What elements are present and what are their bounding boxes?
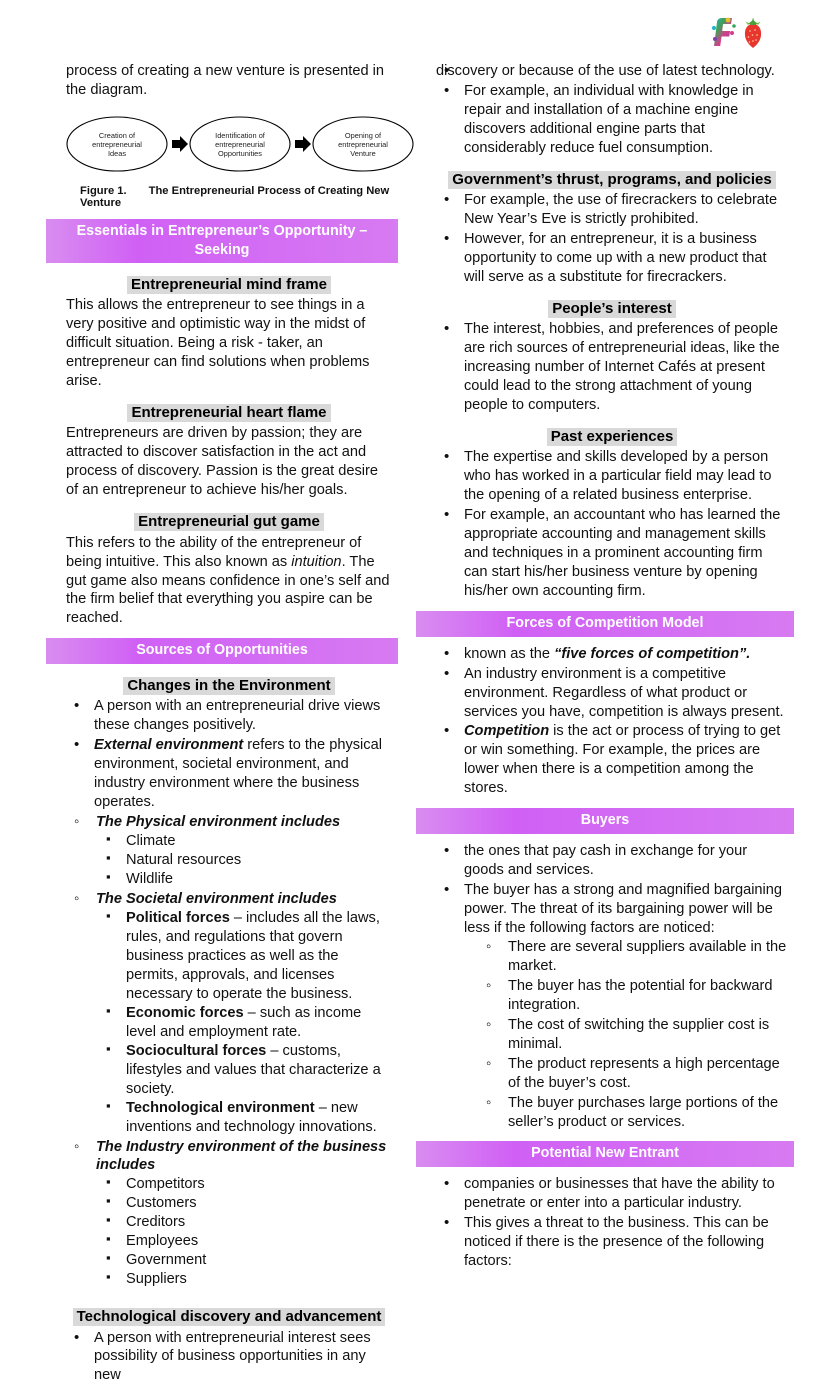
heading-past-experiences: Past experiences bbox=[547, 428, 678, 446]
list-item: ▪ Natural resources bbox=[96, 851, 392, 870]
banner-buyers: Buyers bbox=[416, 808, 794, 834]
list-item: ▪ Government bbox=[96, 1251, 392, 1270]
tech-discovery-list bbox=[66, 1329, 392, 1386]
list-item: ◦ The buyer purchases large portions of the seller’s product or services. bbox=[478, 1094, 788, 1132]
list-item: • For example, an individual with knowledge in repair and installation of a machine engine discovers additional engine parts that considerably reduce fuel consumption. bbox=[436, 82, 788, 158]
figure-node3-line3: Venture bbox=[350, 148, 376, 158]
list-item bbox=[436, 645, 788, 664]
list-item bbox=[436, 881, 788, 1132]
list-item: • The interest, hobbies, and preferences of people are rich sources of entrepreneurial ideas, like the increasing number of Internet Cafés at present could lead to the strong attachment of young people to computers. bbox=[436, 320, 788, 415]
list-item bbox=[66, 736, 392, 812]
list-item bbox=[66, 890, 392, 1137]
competition-term: Competition bbox=[464, 723, 550, 740]
figure-caption-text: The Entrepreneurial Process of Creating New Venture bbox=[80, 184, 390, 209]
letter-f-icon bbox=[712, 18, 736, 46]
heading-gut-game-wrap bbox=[66, 512, 392, 532]
banner-sources-of-opportunities: Sources of Opportunities bbox=[46, 638, 398, 664]
figure-node1-line1: Creation of bbox=[98, 130, 136, 140]
buyers-sub-list bbox=[478, 938, 788, 1132]
potential-new-entrant-list bbox=[436, 1175, 788, 1271]
external-environment-term: External environment bbox=[94, 737, 244, 754]
banner-forces-of-competition: Forces of Competition Model bbox=[416, 611, 794, 637]
list-item: • An industry environment is a competitive environment. Regardless of what product or services you have, competition is always present. bbox=[436, 665, 788, 722]
list-item bbox=[66, 813, 392, 889]
list-item bbox=[96, 1004, 392, 1042]
heading-changes-environment: Changes in the Environment bbox=[123, 677, 334, 695]
list-item: ▪ Customers bbox=[96, 1194, 392, 1213]
physical-environment-items bbox=[96, 832, 392, 889]
societal-environment-items bbox=[96, 909, 392, 1137]
five-forces-term: “five forces of competition”. bbox=[554, 645, 751, 662]
heading-tech-discovery: Technological discovery and advancement bbox=[73, 1308, 386, 1326]
list-item: • The expertise and skills developed by a person who has worked in a particular field may lead to the opening of a related business enterprise. bbox=[436, 448, 788, 505]
technological-environment-term: Technological environment bbox=[126, 1099, 315, 1116]
list-item: • A person with an entrepreneurial drive views these changes positively. bbox=[66, 697, 392, 735]
banner-essentials: Essentials in Entrepreneur’s Opportunity – Seeking bbox=[46, 219, 398, 263]
external-environment-def: refers to the physical environment, societal environment, and industry environment where the business operates. bbox=[94, 737, 382, 811]
heading-mind-frame-wrap bbox=[66, 275, 392, 295]
figure-node3-line1: Opening of bbox=[344, 130, 382, 140]
figure-node1-line2: entrepreneurial bbox=[92, 139, 142, 149]
list-item: ▪ Wildlife bbox=[96, 870, 392, 889]
intro-paragraph: process of creating a new venture is presented in the diagram. bbox=[66, 63, 384, 98]
figure-node3-line2: entrepreneurial bbox=[338, 139, 388, 149]
political-forces-term: Political forces bbox=[126, 909, 230, 926]
technological-environment-def: – new inventions and technology innovations. bbox=[126, 1099, 377, 1135]
figure-node1-line3: Ideas bbox=[107, 148, 127, 158]
heading-heart-flame: Entrepreneurial heart flame bbox=[127, 404, 330, 422]
five-forces-pre: known as the bbox=[464, 645, 555, 662]
figure-caption bbox=[66, 185, 392, 209]
list-item bbox=[96, 1042, 392, 1099]
list-item: ◦ The buyer has the potential for backward integration. bbox=[478, 977, 788, 1015]
entrepreneurial-process-figure bbox=[66, 110, 392, 209]
past-experiences-list bbox=[436, 448, 788, 601]
list-item: ▪ Employees bbox=[96, 1232, 392, 1251]
left-column bbox=[0, 62, 414, 1386]
heading-gut-game: Entrepreneurial gut game bbox=[134, 513, 324, 531]
buyers-list bbox=[436, 842, 788, 1132]
figure-node2-line1: Identification of bbox=[215, 130, 265, 140]
physical-environment-list bbox=[66, 813, 392, 1289]
list-item bbox=[66, 1138, 392, 1290]
gut-game-text-2: . The gut game also means confidence in one’s self and the firm belief that everything you aspire can be reached. bbox=[66, 553, 390, 627]
societal-environment-heading: The Societal environment includes bbox=[96, 890, 337, 907]
economic-forces-def: – such as income level and employment rate. bbox=[126, 1004, 362, 1040]
heading-peoples-interest: People’s interest bbox=[548, 300, 676, 318]
competition-def: is the act or process of trying to get or win something. For example, the prices are lower when there is a competition among the stores. bbox=[464, 723, 781, 797]
list-item: ▪ Competitors bbox=[96, 1175, 392, 1194]
buyers-bullet-2-text: The buyer has a strong and magnified bargaining power. The threat of its bargaining power will be less if the following factors are noticed: bbox=[464, 881, 783, 936]
political-forces-def: – includes all the laws, rules, and regulations that govern business practices as well as the permits, approvals, and licenses necessary to operate the business. bbox=[126, 909, 380, 1002]
heading-changes-environment-wrap bbox=[66, 676, 392, 696]
list-item: • For example, an accountant who has learned the appropriate accounting and management skills and techniques in a prominent accounting firm can start his/her business venture by opening his/her own accounting firm. bbox=[436, 506, 788, 601]
list-item: • the ones that pay cash in exchange for your goods and services. bbox=[436, 842, 788, 880]
heading-heart-flame-wrap bbox=[66, 403, 392, 423]
sociocultural-forces-term: Sociocultural forces bbox=[126, 1042, 267, 1059]
list-item: ▪ Suppliers bbox=[96, 1270, 392, 1289]
list-item: • This gives a threat to the business. This can be noticed if there is the presence of the following factors: bbox=[436, 1214, 788, 1271]
figure-caption-number: Figure 1. bbox=[80, 184, 127, 197]
right-column bbox=[414, 62, 828, 1386]
changes-environment-list bbox=[66, 697, 392, 812]
list-item: • companies or businesses that have the ability to penetrate or enter into a particular industry. bbox=[436, 1175, 788, 1213]
heading-past-experiences-wrap bbox=[436, 427, 788, 447]
list-item: ▪ Climate bbox=[96, 832, 392, 851]
gut-game-italic: intuition bbox=[291, 553, 342, 570]
economic-forces-term: Economic forces bbox=[126, 1004, 244, 1021]
tech-discovery-continued-list bbox=[436, 62, 788, 158]
body-mind-frame: This allows the entrepreneur to see things in a very positive and optimistic way in the midst of difficult situation. Being a risk - taker, an entrepreneur can find solutions when problems arise. bbox=[66, 297, 370, 390]
heading-mind-frame: Entrepreneurial mind frame bbox=[127, 276, 331, 294]
list-item: ◦ The cost of switching the supplier cost is minimal. bbox=[478, 1016, 788, 1054]
sociocultural-forces-def: – customs, lifestyles and values that characterize a society. bbox=[126, 1042, 381, 1097]
industry-environment-items bbox=[96, 1175, 392, 1289]
body-heart-flame: Entrepreneurs are driven by passion; they are attracted to discover satisfaction in the act and process of discovery. Passion is the great desire of an entrepreneur to achieve his/her goals. bbox=[66, 425, 379, 499]
industry-environment-heading: The Industry environment of the business includes bbox=[96, 1138, 387, 1174]
heading-government: Government’s thrust, programs, and policies bbox=[448, 171, 776, 189]
heading-tech-discovery-wrap bbox=[66, 1307, 392, 1327]
government-list bbox=[436, 191, 788, 287]
figure-node2-line2: entrepreneurial bbox=[215, 139, 265, 149]
banner-potential-new-entrant: Potential New Entrant bbox=[416, 1141, 794, 1167]
physical-environment-heading: The Physical environment includes bbox=[96, 814, 341, 831]
list-item: • A person with entrepreneurial interest sees possibility of business opportunities in any new bbox=[66, 1329, 392, 1386]
gut-game-text-1: This refers to the ability of the entrepreneur of being intuitive. This also known as bbox=[66, 534, 362, 570]
list-item: • For example, the use of firecrackers to celebrate New Year’s Eve is strictly prohibited. bbox=[436, 191, 788, 229]
body-gut-game bbox=[66, 534, 392, 629]
heading-peoples-interest-wrap bbox=[436, 299, 788, 319]
list-item: ◦ The product represents a high percentage of the buyer’s cost. bbox=[478, 1055, 788, 1093]
list-item bbox=[96, 909, 392, 1004]
list-item: • discovery or because of the use of latest technology. bbox=[436, 62, 788, 81]
list-item: • However, for an entrepreneur, it is a business opportunity to come up with a new product that will serve as a substitute for firecrackers. bbox=[436, 230, 788, 287]
figure-node2-line3: Opportunities bbox=[218, 148, 262, 158]
strawberry-icon bbox=[745, 18, 761, 49]
peoples-interest-list bbox=[436, 320, 788, 415]
list-item bbox=[96, 1099, 392, 1137]
list-item: ▪ Creditors bbox=[96, 1213, 392, 1232]
f-strawberry-logo bbox=[708, 14, 770, 52]
list-item: ◦ There are several suppliers available in the market. bbox=[478, 938, 788, 976]
list-item bbox=[436, 722, 788, 798]
forces-of-competition-list bbox=[436, 645, 788, 799]
heading-government-wrap bbox=[436, 170, 788, 190]
